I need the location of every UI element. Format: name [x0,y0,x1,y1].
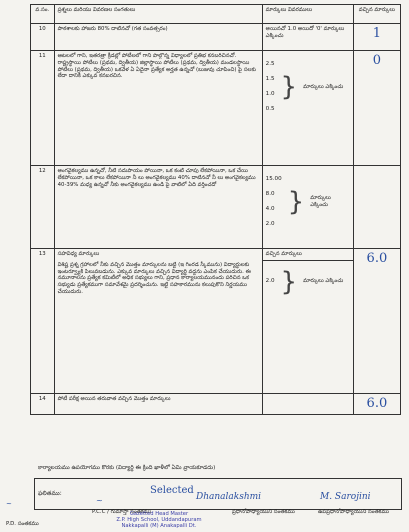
header-marks: మార్కులు వివరములు [262,5,353,24]
header-awarded: వచ్చిన మార్కులు [353,5,400,24]
mark-value: 2.5 [265,61,275,67]
brace-icon: } [280,71,298,102]
dy-signature-label: ఉపప్రధానోపాధ్యాయుని సంతకము [318,509,390,515]
row-sno: 11 [31,51,55,166]
brace-icon: } [287,186,305,217]
row-marks [262,394,353,415]
row-marks [262,166,353,249]
school-stamp: Gazetted Head Master Z.P. High School, Uddandapuram Nakkapalli (M) Anakapalli Dt. [116,511,202,529]
row-awarded: 6.0 [353,394,400,415]
mark-value: 2.0 [265,220,275,227]
row-marks [262,249,353,394]
row-criteria: పోటీ పరీక్ష అయిన తరువాత వచ్చిన మొత్తం మార్కులు [54,394,262,415]
marks-head: వచ్చిన మార్కులు [263,249,353,261]
office-use-note: కార్యాలయము ఉపయోగము కొరకు (విద్యార్థి ఈ క్రింది ఖాళీలో ఏమి వ్రాయకూడదు) [38,465,216,471]
mark-value: 8.0 [265,190,275,197]
marks-label: మార్కులు ఎక్కించు [310,195,331,208]
pd-signature: ~ [6,500,12,508]
row-awarded: 1 [353,24,400,51]
marks-label: మార్కులు ఎక్కించు [303,278,344,285]
row-sno: 10 [31,24,55,51]
row-sno: 13 [31,249,55,394]
row-title: సహవిధ్య మార్కులు [57,251,100,257]
row-marks [262,51,353,166]
row-sno: 12 [31,166,55,249]
marks-table [30,4,401,415]
row-awarded: 6.0 [353,249,400,394]
row-criteria: ఆటలలో గాని, ఇతరత్రా క్రీడల్లో పోటీలలో గాని పొల్గొన్న విధ్యాలలో ప్రతిభ కనబరిచినచో. రాష్ట్రస్థాయి పోటీలు (ప్రథమ, ద్వితీయ) జిల్లాస్థాయి పోటీలు (ప్రథమ, ద్వితీయ) మండలస్థాయి పోటీలు (ప్రథమ, ద్వితీయ) ఒకవేళ ఏ ఏదైనా ప్రత్యేక అర్హత ఉన్నచో (బుజువు చూపించి) పై సలకు లేదా దానికి ఎక్కువ కనబరచిన. [54,51,262,166]
table-row [31,24,401,51]
row-sno: 14 [31,394,55,415]
mark-value: 0.5 [265,105,275,112]
row-awarded [353,166,400,249]
table-header [31,5,401,24]
header-sno: వ.సం. [31,5,55,24]
pd-signature-label: P.D. సంతకము [6,521,39,527]
table-row [31,394,401,415]
result-value: Selected [150,485,194,496]
brace-icon: } [280,266,298,297]
mark-value: 2.0 [265,278,275,285]
pcc-signature-label: P.C.C / గుమాస్తా సంతకము [92,509,152,515]
header-criteria: ప్రశ్నలు మరియు వివరణల సంగతులు [54,5,262,24]
result-label: ఫలితము: [38,490,62,497]
mark-value: 4.0 [265,205,275,212]
row-text: విశిష్ట ప్రశ్న గ్రహాలలో నీకు వచ్చిన మొత్తం మార్కులను బట్టి (ఇ గింరడ స్కీమును) విద్యార్థులకు ఇంటర్వ్యూకి పిలువబడును. ఎక్కువ మార్కులు వచ్చిన విద్యార్థి వద్దను ఎంపిక చేయుదురు. ఈ నమూనాలను ప్రత్యేక కమిటీలో అధిక సభ్యులు గాని, ప్రధాన కార్యాలయమునందు పరిచిన ఒక సభ్యుడు ప్రత్యేకముగా సమావేశమై ప్రదర్శించును. ఇట్టి సహకారమును కలుపుకొని నిర్ణయము చేయుదురు. [57,261,251,295]
row-criteria [54,249,262,394]
table-row [31,51,401,166]
pcc-signature: ~ [96,496,103,505]
signer1-signature: Dhanalakshmi [196,492,262,502]
signer2-signature: M. Sarojini [320,492,371,502]
headmaster-signature-label: ప్రధానోపాధ్యాయుని సంతకము [232,509,295,515]
row-criteria: పాఠశాలకు హాజరు 80% దాటినచో (గత సంవత్సరం) [54,24,262,51]
table-row [31,166,401,249]
row-criteria: అంగవైకల్యము ఉన్నచో, నీటి సదుపాయం పోయినా, ఒక కంటి చూపు లేకపోయినా, ఒక చేయి లేకపోయినా, ఒక కాలు లేకపోయినా నీ లు అంగవైకల్యము 40% దాటినచో నీ లు అంగవైకల్యము 40-39% మధ్య ఉన్నచో నీకు అంగవైకల్యము ఉండి పై వాటిలో ఏది వర్తించదో [54,166,262,249]
mark-value: 15.00 [265,176,282,182]
marks-label: మార్కులు ఎక్కించు [303,83,344,90]
mark-value: 1.0 [265,90,275,97]
mark-value: 1.5 [265,75,275,82]
row-awarded: 0 [353,51,400,166]
row-marks: అయినచో 1.0 అయిదో '0' మార్కులు ఎక్కించు [262,24,353,51]
table-row [31,249,401,394]
